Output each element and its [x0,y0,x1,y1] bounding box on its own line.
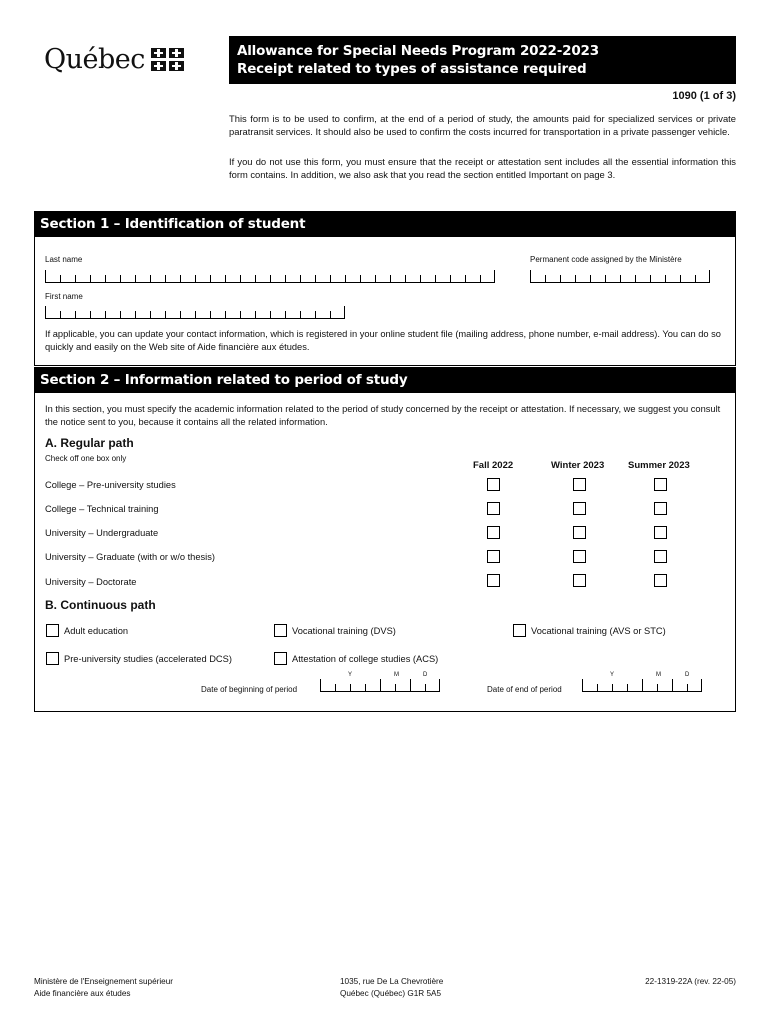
last-name-label: Last name [45,255,83,264]
comb-tick [210,311,211,318]
comb-tick [344,306,345,318]
comb-tick [597,684,598,691]
comb-tick [709,270,710,282]
first-name-label: First name [45,292,83,301]
first-name-field[interactable] [45,307,345,319]
comb-tick [90,311,91,318]
row-university-undergraduate-label: University – Undergraduate [45,528,159,538]
pre-university-accelerated-label: Pre-university studies (accelerated DCS) [64,654,232,664]
comb-tick [75,275,76,282]
checkbox-university-undergraduate-summer[interactable] [654,526,667,539]
comb-tick [657,684,658,691]
date-begin-m-label: M [394,672,399,678]
row-university-doctorate-label: University – Doctorate [45,577,137,587]
comb-tick [315,311,316,318]
comb-tick [270,275,271,282]
form-title-banner [229,36,736,84]
comb-tick [687,684,688,691]
comb-tick [300,275,301,282]
comb-tick [285,311,286,318]
comb-tick [255,275,256,282]
checkbox-university-undergraduate-fall[interactable] [487,526,500,539]
comb-tick [575,275,576,282]
comb-tick [240,275,241,282]
checkbox-college-pre-university-fall[interactable] [487,478,500,491]
row-college-technical-label: College – Technical training [45,504,159,514]
comb-tick [701,679,702,691]
permanent-code-field[interactable] [530,271,710,283]
footer-ministry-line2: Aide financière aux études [34,989,131,998]
comb-tick [210,275,211,282]
fleur-de-lis-flag-icon [151,48,184,71]
comb-tick [605,275,606,282]
footer-form-code: 22-1319-22A (rev. 22-05) [645,977,736,986]
comb-tick [545,275,546,282]
permanent-code-label: Permanent code assigned by the Ministère [530,255,682,264]
check-one-instruction: Check off one box only [45,454,127,463]
comb-tick [560,275,561,282]
comb-tick [480,275,481,282]
comb-tick [582,679,583,691]
last-name-field[interactable] [45,271,495,283]
comb-tick [494,270,495,282]
comb-tick [450,275,451,282]
checkbox-attestation-college-studies[interactable] [274,652,287,665]
comb-tick [390,275,391,282]
comb-tick [270,311,271,318]
comb-tick [405,275,406,282]
comb-tick [150,275,151,282]
intro-paragraph-1: This form is to be used to confirm, at the end of a period of study, the amounts paid for specialized services or private paratransit services. It should also be used to confirm the costs incurred for transportation in a private passenger vehicle. [229,113,736,137]
date-end-field[interactable] [582,680,702,692]
quebec-logo [44,44,184,75]
comb-tick [665,275,666,282]
comb-tick [590,275,591,282]
checkbox-college-technical-summer[interactable] [654,502,667,515]
section-2-title: Section 2 – Information related to period of study [35,368,735,393]
date-end-m-label: M [656,672,661,678]
vocational-dvs-label: Vocational training (DVS) [292,626,396,636]
checkbox-pre-university-accelerated[interactable] [46,652,59,665]
comb-tick [395,684,396,691]
checkbox-university-graduate-winter[interactable] [573,550,586,563]
comb-tick [435,275,436,282]
column-winter-2023: Winter 2023 [551,460,605,471]
checkbox-vocational-avs-stc[interactable] [513,624,526,637]
logo-wordmark: Québec [44,44,145,75]
comb-tick [335,684,336,691]
comb-tick [420,275,421,282]
checkbox-college-pre-university-winter[interactable] [573,478,586,491]
comb-tick [410,679,411,691]
comb-tick [120,275,121,282]
checkbox-university-undergraduate-winter[interactable] [573,526,586,539]
footer-address-line1: 1035, rue De La Chevrotière [340,977,444,986]
comb-tick [330,311,331,318]
comb-tick [330,275,331,282]
comb-tick [285,275,286,282]
comb-tick [195,311,196,318]
comb-tick [195,275,196,282]
comb-tick [45,306,46,318]
comb-tick [635,275,636,282]
comb-tick [320,679,321,691]
comb-tick [650,275,651,282]
comb-tick [45,270,46,282]
checkbox-college-pre-university-summer[interactable] [654,478,667,491]
comb-tick [620,275,621,282]
footer-address-line2: Québec (Québec) G1R 5A5 [340,989,442,998]
footer-address [340,976,443,1000]
comb-tick [75,311,76,318]
attestation-college-studies-label: Attestation of college studies (ACS) [292,654,439,664]
footer-ministry-line1: Ministère de l'Enseignement supérieur [34,977,174,986]
comb-tick [165,275,166,282]
comb-tick [425,684,426,691]
form-title: Allowance for Special Needs Program 2022-2023 [237,43,599,59]
adult-education-label: Adult education [64,626,129,636]
form-number: 1090 (1 of 3) [672,90,736,102]
comb-tick [345,275,346,282]
date-end-d-label: D [685,672,690,678]
comb-tick [135,311,136,318]
comb-tick [150,311,151,318]
comb-tick [360,275,361,282]
comb-tick [612,684,613,691]
date-begin-y-label: Y [348,672,353,678]
comb-tick [120,311,121,318]
comb-tick [225,311,226,318]
comb-tick [315,275,316,282]
comb-tick [180,311,181,318]
checkbox-university-doctorate-summer[interactable] [654,574,667,587]
checkbox-adult-education[interactable] [46,624,59,637]
comb-tick [135,275,136,282]
vocational-avs-stc-label: Vocational training (AVS or STC) [531,626,666,636]
comb-tick [530,270,531,282]
comb-tick [105,311,106,318]
date-begin-field[interactable] [320,680,440,692]
row-university-graduate-label: University – Graduate (with or w/o thesis) [45,552,215,562]
contact-update-note: If applicable, you can update your contact information, which is registered in your online student file (mailing address, phone number, e-mail address). You can do so quickly and easily on the Web site of Aide financière aux études. [45,329,721,352]
checkbox-vocational-dvs[interactable] [274,624,287,637]
comb-tick [380,679,381,691]
section-1-title: Section 1 – Identification of student [35,212,735,237]
comb-tick [375,275,376,282]
comb-tick [255,311,256,318]
comb-tick [350,684,351,691]
checkbox-university-graduate-summer[interactable] [654,550,667,563]
comb-tick [165,311,166,318]
comb-tick [465,275,466,282]
continuous-path-heading: B. Continuous path [45,598,156,612]
comb-tick [60,311,61,318]
comb-tick [105,275,106,282]
intro-paragraph-2: If you do not use this form, you must ensure that the receipt or attestation sent includes all the essential information this form contains. In addition, we also ask that you read the section entitled Important on page 3. [229,156,736,180]
date-end-label: Date of end of period [487,685,562,694]
footer-ministry [34,976,173,1000]
row-college-pre-university-label: College – Pre-university studies [45,480,176,490]
checkbox-university-doctorate-fall[interactable] [487,574,500,587]
comb-tick [240,311,241,318]
comb-tick [300,311,301,318]
checkbox-university-graduate-fall[interactable] [487,550,500,563]
column-fall-2022: Fall 2022 [473,460,514,471]
checkbox-university-doctorate-winter[interactable] [573,574,586,587]
regular-path-heading: A. Regular path [45,436,134,450]
comb-tick [90,275,91,282]
date-begin-label: Date of beginning of period [201,685,298,694]
comb-tick [695,275,696,282]
comb-tick [180,275,181,282]
date-end-y-label: Y [610,672,615,678]
checkbox-college-technical-winter[interactable] [573,502,586,515]
comb-tick [225,275,226,282]
section-2-intro: In this section, you must specify the academic information related to the period of study concerned by the receipt or attestation. If necessary, we suggest you consult the notice sent to you, because it contains all the related information. [45,404,721,427]
comb-tick [365,684,366,691]
comb-tick [60,275,61,282]
comb-tick [439,679,440,691]
checkbox-college-technical-fall[interactable] [487,502,500,515]
comb-tick [680,275,681,282]
comb-tick [642,679,643,691]
comb-tick [627,684,628,691]
comb-tick [672,679,673,691]
date-begin-d-label: D [423,672,428,678]
form-subtitle: Receipt related to types of assistance required [237,61,587,77]
column-summer-2023: Summer 2023 [628,460,690,471]
